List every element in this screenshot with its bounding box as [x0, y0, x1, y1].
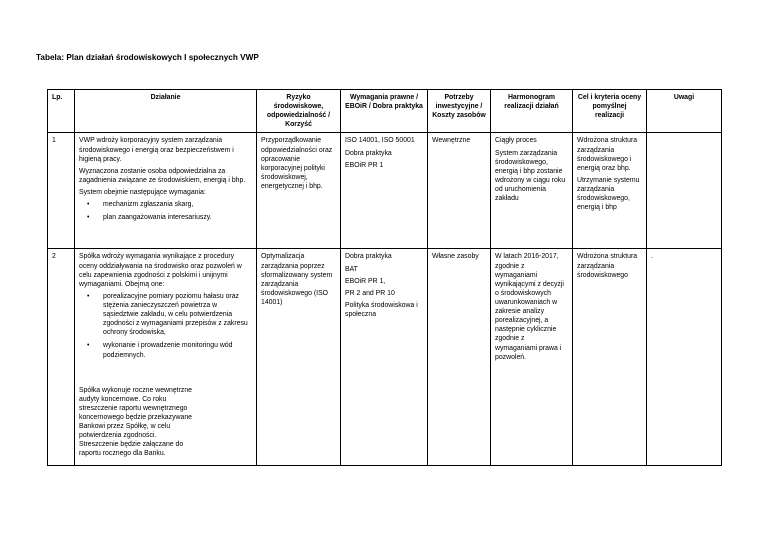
action-plan-table — [47, 89, 722, 466]
requirement-line: PR 2 and PR 10 — [345, 289, 395, 297]
investment-cell: Wewnętrzne — [428, 133, 491, 249]
header-row — [48, 90, 722, 133]
schedule-cell — [491, 249, 573, 465]
schedule-cell — [491, 133, 573, 249]
table-row — [48, 249, 722, 465]
header-uwagi: Uwagi — [647, 90, 722, 133]
document-title: Tabela: Plan działań środowiskowych I społecznych VWP — [36, 53, 259, 62]
action-text: Wyznaczona zostanie osoba odpowiedzialna za zagadnienia związane ze środowiskiem, energią i bhp. — [79, 167, 246, 184]
criteria-cell — [573, 133, 647, 249]
criteria-cell — [573, 249, 647, 465]
action-text: VWP wdroży korporacyjny system zarządzania środowiskowego i energią oraz bezpieczeństwem i higieną pracy. — [79, 137, 234, 163]
remarks-cell: . — [647, 249, 722, 465]
requirement-line: Polityka środowiskowa i społeczna — [345, 301, 418, 318]
requirement-line: ISO 14001, ISO 50001 — [345, 137, 415, 145]
header-lp: Lp. — [48, 90, 75, 133]
criteria-line: Wdrożona struktura zarządzania środowiskowego i energią oraz bhp. — [577, 137, 638, 172]
investment-cell: Własne zasoby — [428, 249, 491, 465]
table-row — [48, 133, 722, 249]
header-ryzyko: Ryzyko środowiskowe, odpowiedzialność / Korzyść — [257, 90, 341, 133]
action-text: System obejmie następujące wymagania: — [79, 188, 206, 196]
risk-cell: Przyporządkowanie odpowiedzialności oraz opracowanie korporacyjnej polityki środowiskowej, energetycznej i bhp. — [257, 133, 341, 249]
list-item: • plan zaangażowania interesariuszy. — [95, 213, 252, 222]
action-text: Spółka wykonuje roczne wewnętrzne audyty koncernowe. Co roku streszczenie raportu wewnętrznego koncernowego będzie przekazywane Bankowi przez Spółkę, w celu potwierdzenia zgodności. Streszczenie będzie załączane do raportu rocznego dla Banku. — [79, 386, 192, 458]
header-wymagania: Wymagania prawne / EBOiR / Dobra praktyka — [341, 90, 428, 133]
list-item: • porealizacyjne pomiary poziomu hałasu oraz stężenia zanieczyszczeń powietrza w sąsiedztwie zakładu, w celu potwierdzenia zgodności z wymaganiami przepisów z zakresu ochrony środowiska, — [95, 292, 252, 338]
criteria-line: Wdrożona struktura zarządzania środowiskowego — [577, 253, 638, 279]
header-dzialanie: Działanie — [75, 90, 257, 133]
header-harmonogram: Harmonogram realizacji działań — [491, 90, 573, 133]
schedule-line: Ciągły proces — [495, 137, 537, 145]
action-text: Spółka wdroży wymagania wynikające z procedury oceny oddziaływania na środowisko oraz pozwoleń w celu zapewnienia zgodności z polskimi i unijnymi wymaganiami. Obejmą one: — [79, 253, 242, 288]
schedule-line: W latach 2016-2017, zgodnie z wymaganiami wynikającymi z decyzji o środowiskowych uwarunkowaniach w zakresie analizy porealizacyjnej, a następnie cyklicznie zgodnie z wymaganiami prawa i pozwoleń. — [495, 253, 564, 361]
requirement-line: EBOiR PR 1 — [345, 161, 384, 169]
requirements-cell — [341, 249, 428, 465]
requirements-cell — [341, 133, 428, 249]
row-number: 2 — [48, 249, 75, 465]
header-potrzeby: Potrzeby inwestycyjne / Koszty zasobów — [428, 90, 491, 133]
schedule-line: System zarządzania środowiskowego, energią i bhp zostanie wdrożony w ciągu roku od uruchomienia zakładu — [495, 149, 566, 203]
requirement-line: Dobra praktyka — [345, 253, 392, 261]
requirement-line: Dobra praktyka — [345, 149, 392, 157]
header-cel: Cel i kryteria oceny pomyślnej realizacji — [573, 90, 647, 133]
requirements-list — [79, 200, 252, 222]
criteria-line: Utrzymanie systemu zarządzania środowiskowego, energią i bhp — [577, 176, 640, 212]
requirement-line: BAT — [345, 265, 358, 273]
action-cell — [75, 249, 257, 465]
requirements-list — [79, 292, 252, 360]
remarks-cell — [647, 133, 722, 249]
list-item: • mechanizm zgłaszania skarg, — [95, 200, 252, 209]
row-number: 1 — [48, 133, 75, 249]
risk-cell: Optymalizacja zarządzania poprzez sformalizowany system zarządzania środowiskowego (ISO 14001) — [257, 249, 341, 465]
action-cell — [75, 133, 257, 249]
requirement-line: EBOiR PR 1, — [345, 277, 386, 285]
list-item: • wykonanie i prowadzenie monitoringu wód podziemnych. — [95, 341, 252, 359]
